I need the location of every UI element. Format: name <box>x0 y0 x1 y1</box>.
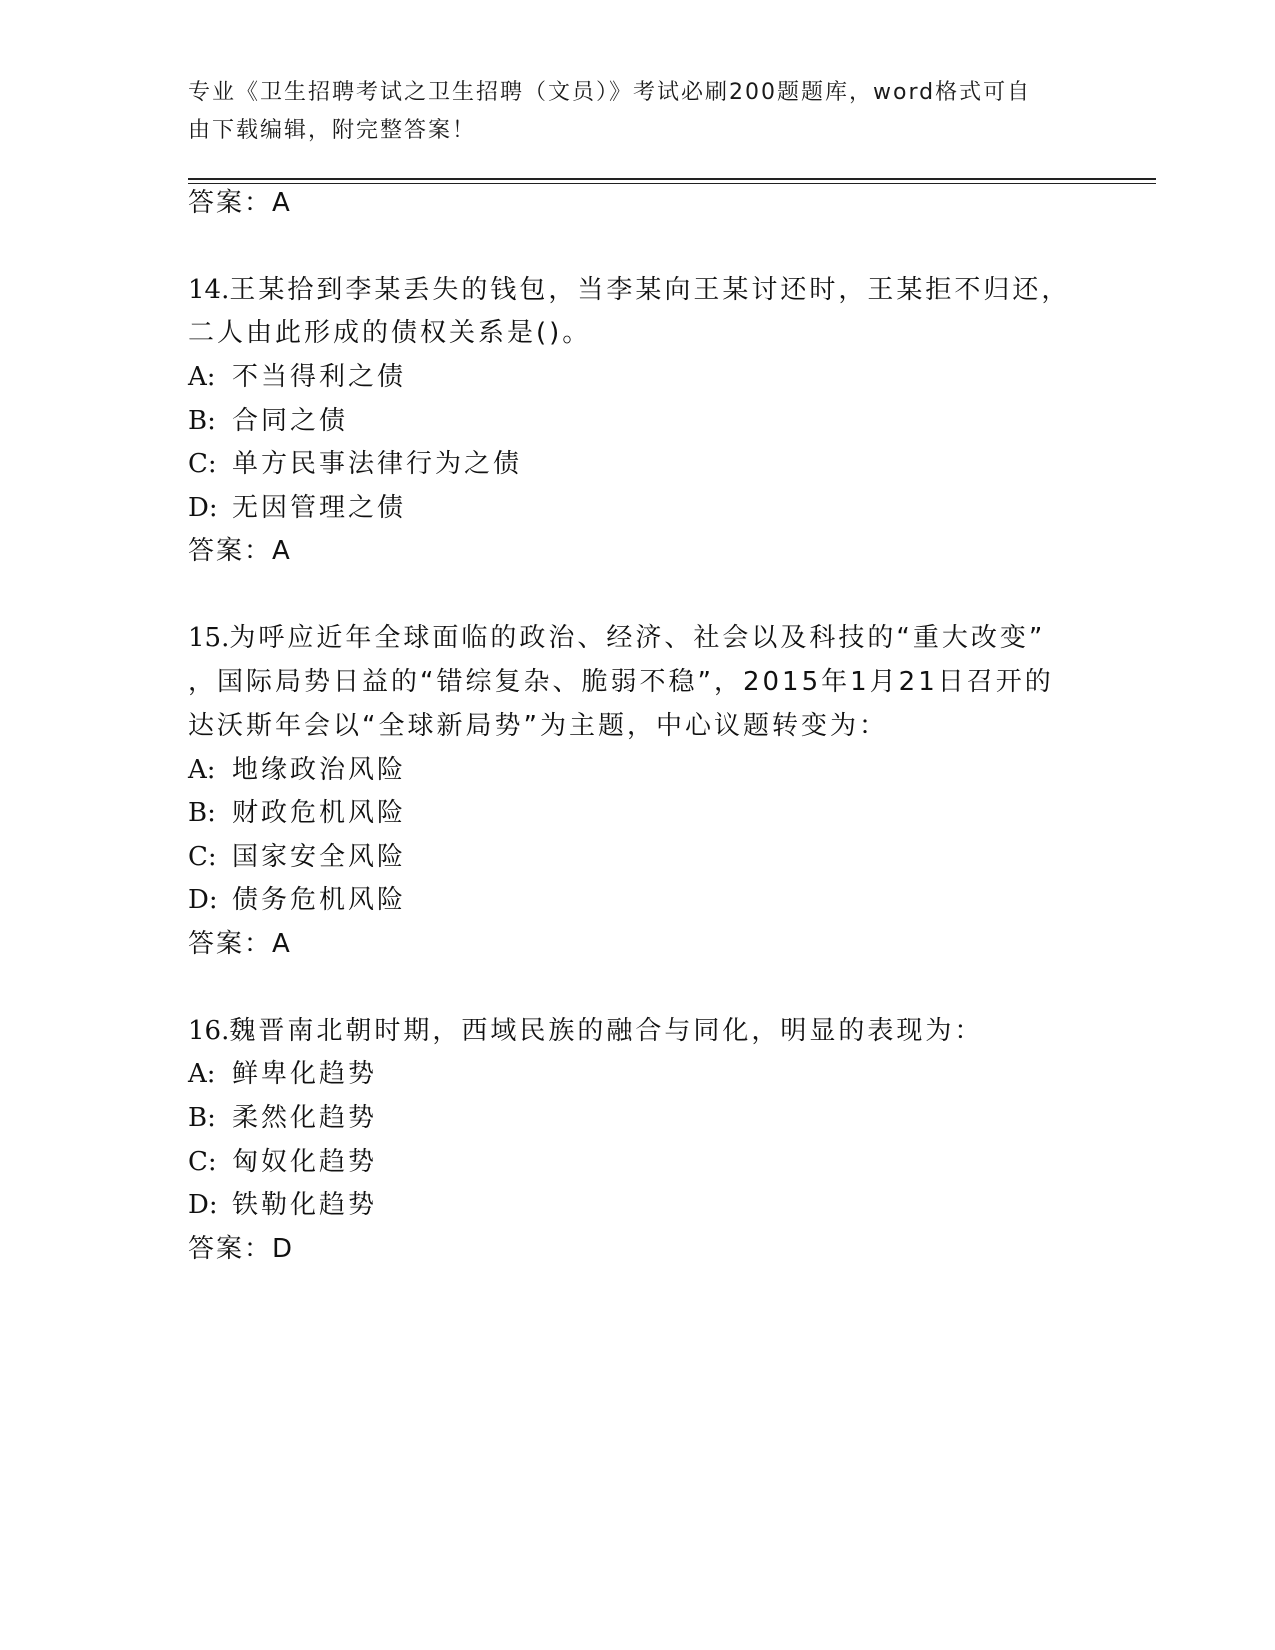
option-text: 无因管理之债 <box>232 493 407 523</box>
question-stem-line: 14.王某拾到李某丢失的钱包，当李某向王某讨还时，王某拒不归还， <box>188 275 1071 305</box>
question-number: 16. <box>188 1016 230 1046</box>
option-c <box>188 840 406 874</box>
question-number: 15. <box>188 623 230 653</box>
question-stem-line: 二人由此形成的债权关系是()。 <box>188 318 592 348</box>
option-text: 财政危机风险 <box>232 798 407 828</box>
option-c <box>188 1145 377 1179</box>
option-a <box>188 360 406 394</box>
option-text: 匈奴化趋势 <box>232 1147 378 1177</box>
question-stem-line: 15.为呼应近年全球面临的政治、经济、社会以及科技的“重大改变” <box>188 623 1046 653</box>
option-b <box>188 1101 377 1135</box>
option-letter: D: <box>188 885 218 915</box>
question-answer: 答案：A <box>188 536 292 566</box>
option-a <box>188 1057 377 1091</box>
option-letter: A: <box>188 362 216 392</box>
question-stem-line: 16.魏晋南北朝时期，西域民族的融合与同化，明显的表现为： <box>188 1016 984 1046</box>
option-letter: C: <box>188 842 217 872</box>
option-letter: D: <box>188 1190 218 1220</box>
option-letter: A: <box>188 755 216 785</box>
option-text: 债务危机风险 <box>232 885 407 915</box>
header-line-2: 由下载编辑，附完整答案！ <box>188 118 477 143</box>
question-stem-line: 达沃斯年会以“全球新局势”为主题，中心议题转变为： <box>188 711 888 741</box>
option-text: 合同之债 <box>232 406 349 436</box>
document-header <box>188 74 1088 150</box>
option-text: 鲜卑化趋势 <box>232 1059 378 1089</box>
option-text: 铁勒化趋势 <box>232 1190 378 1220</box>
option-text: 柔然化趋势 <box>232 1103 378 1133</box>
header-divider-thick <box>188 178 1156 180</box>
question-answer: 答案：D <box>188 1234 295 1264</box>
header-line-1: 专业《卫生招聘考试之卫生招聘（文员）》考试必刷200题题库，word格式可自 <box>188 80 1032 105</box>
option-letter: B: <box>188 798 216 828</box>
option-d <box>188 883 406 917</box>
option-d <box>188 491 406 525</box>
option-letter: D: <box>188 493 218 523</box>
previous-answer: 答案：A <box>188 188 292 218</box>
header-divider-thin <box>188 183 1156 184</box>
option-letter: A: <box>188 1059 216 1089</box>
option-text: 国家安全风险 <box>232 842 407 872</box>
option-text: 单方民事法律行为之债 <box>232 449 523 479</box>
option-a <box>188 753 406 787</box>
option-letter: C: <box>188 449 217 479</box>
option-c <box>188 447 522 481</box>
option-letter: B: <box>188 1103 216 1133</box>
option-d <box>188 1188 377 1222</box>
option-text: 地缘政治风险 <box>232 755 407 785</box>
option-text: 不当得利之债 <box>232 362 407 392</box>
option-b <box>188 404 348 438</box>
question-answer: 答案：A <box>188 929 292 959</box>
question-stem-line: ，国际局势日益的“错综复杂、脆弱不稳”，2015年1月21日召开的 <box>188 667 1054 697</box>
question-number: 14. <box>188 275 230 305</box>
option-letter: B: <box>188 406 216 436</box>
option-letter: C: <box>188 1147 217 1177</box>
option-b <box>188 796 406 830</box>
